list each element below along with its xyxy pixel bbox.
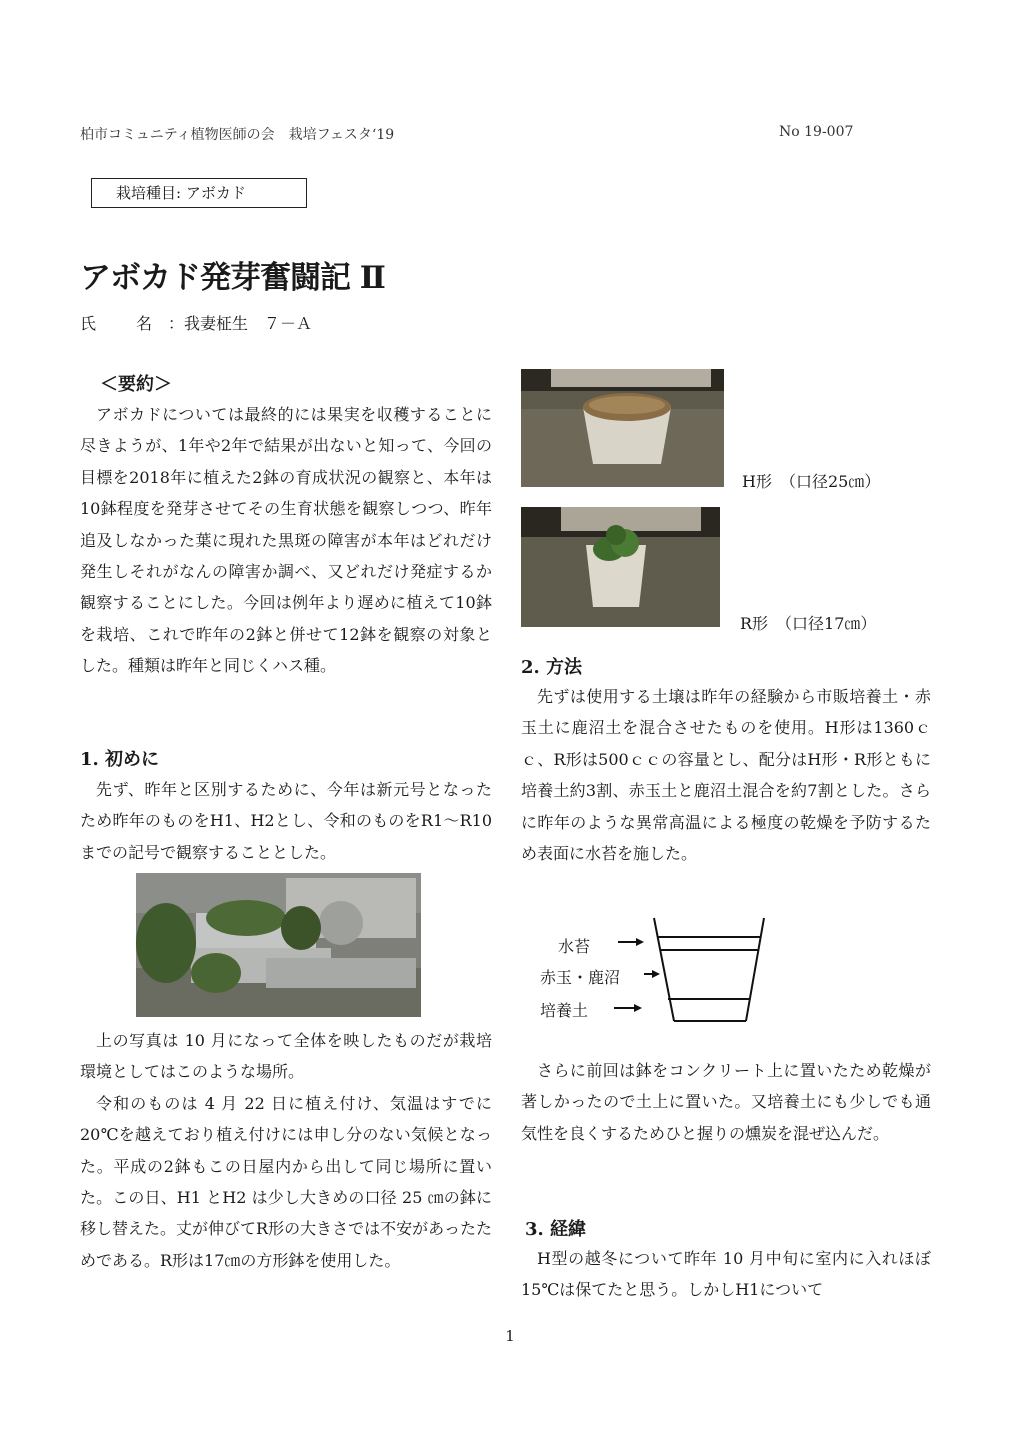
author-key1: 氏 [80,314,97,333]
diagram-label-soil: 培養土 [540,1001,589,1020]
r-pot-photo [521,507,720,627]
section1-paragraph1: 先ず、昨年と区別するために、今年は新元号となったため昨年のものをH1、H2とし、令和のものをR1～R10までの記号で観察することとした。 [80,780,492,862]
section2-body2 [521,1055,931,1149]
header-right: No 19‐007 [779,124,854,140]
author-line [80,311,312,334]
author-value: ：我妻柾生 ７－Ａ [168,314,313,333]
section1-intro [80,774,492,868]
summary-text [80,399,492,682]
summary-heading: ＜要約＞ [100,374,172,395]
section2-heading: 2. 方法 [521,657,583,678]
diagram-label-akadama: 赤玉・鹿沼 [540,968,621,987]
summary-paragraph: アボカドについては最終的には果実を収穫することに尽きようが、1年や2年で結果が出ないと知って、今回の目標を2018年に植えた2鉢の育成状況の観察と、本年は10鉢程度を発芽させてその生育状態を観察しつつ、昨年追及しなかった葉に現れた黒斑の障害が本年はどれだけ発生しそれがなんの障害か調べ、又どれだけ発症するか観察することにした。今回は例年より遅めに植えて10鉢を栽培、これで昨年の2鉢と併せて12鉢を観察の対象とした。種類は昨年と同じくハス種。 [80,405,492,676]
r-pot-caption: R形 （口径17㎝） [740,614,877,633]
section3-body [521,1243,931,1306]
document-title: アボカド発芽奮闘記 Ⅱ [80,260,385,296]
h-pot-photo [521,369,724,487]
h-pot-caption: H形 （口径25㎝） [742,472,881,491]
section1-body [80,1025,492,1276]
section2-body [521,681,931,869]
section2-paragraph1: 先ずは使用する土壌は昨年の経験から市販培養土・赤玉土に鹿沼土を混合させたものを使用。H形は1360ｃｃ、R形は500ｃｃの容量とし、配分はH形・R形ともに培養土約3割、赤玉土と鹿沼土混合を約7割とした。さらに昨年のような異常高温による極度の乾燥を予防するため表面に水苔を施した。 [521,687,931,864]
section1-heading: 1. 初めに [80,749,160,770]
diagram-label-moss: 水苔 [558,937,591,956]
section3-heading: 3. 経緯 [525,1219,587,1240]
pot-layer-diagram [600,910,780,1030]
crop-type-box: 栽培種目: アボカド [91,178,307,208]
page-number: 1 [505,1327,515,1345]
section3-paragraph1: H型の越冬について昨年 10 月中旬に室内に入れほぼ 15℃は保てたと思う。しかしH1について [521,1249,931,1300]
author-key2: 名 [136,314,153,333]
section2-paragraph2: さらに前回は鉢をコンクリート上に置いたため乾燥が著しかったので土上に置いた。又培養土にも少しでも通気性を良くするためひと握りの燻炭を混ぜ込んだ。 [521,1061,931,1143]
section1-paragraph3: 令和のものは 4 月 22 日に植え付け、気温はすでに 20℃を越えており植え付けには申し分のない気候となった。平成の2鉢もこの日屋内から出して同じ場所に置いた。この日、H1 とH2 は少し大きめの口径 25 ㎝の鉢に移し替えた。丈が伸びてR形の大きさでは不安があったためである。R形は17㎝の方形鉢を使用した。 [80,1093,492,1270]
header-left: 柏市コミュニティ植物医師の会 栽培フェスタ‘19 [80,127,395,143]
garden-photo [136,873,421,1017]
section1-paragraph2: 上の写真は 10 月になって全体を映したものだが栽培環境としてはこのような場所。 [80,1031,492,1082]
